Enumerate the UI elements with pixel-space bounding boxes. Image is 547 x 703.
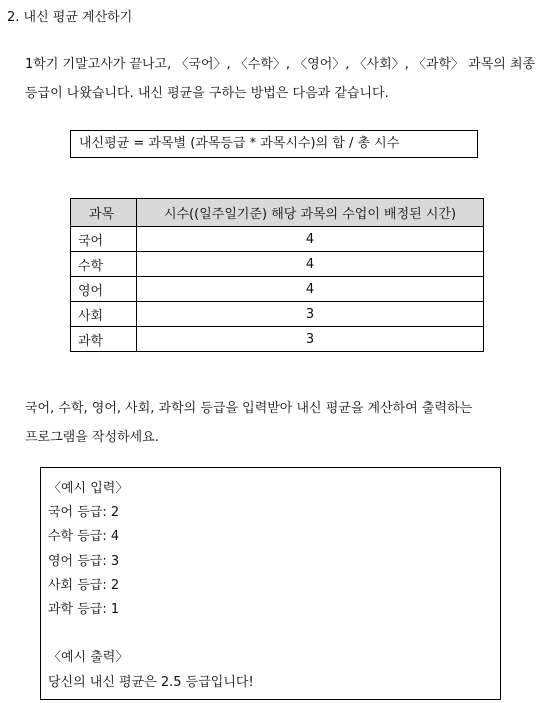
task-paragraph bbox=[25, 394, 545, 452]
formula-box: 내신평균 = 과목별 (과목등급 * 과목시수)의 합 / 총 시수 bbox=[70, 130, 478, 158]
table-row bbox=[71, 227, 484, 252]
table-row bbox=[71, 302, 484, 327]
example-input-line: 국어 등급: 2 bbox=[48, 505, 120, 521]
hours-cell: 4 bbox=[137, 252, 484, 277]
subject-cell: 수학 bbox=[71, 252, 137, 277]
table-row bbox=[71, 252, 484, 277]
example-input-line: 수학 등급: 4 bbox=[48, 529, 120, 545]
example-blank-line bbox=[48, 622, 500, 646]
example-output-header: 〈예시 출력〉 bbox=[48, 650, 129, 666]
hours-cell: 3 bbox=[137, 302, 484, 327]
intro-paragraph bbox=[25, 50, 545, 108]
header-hours: 시수((일주일기준) 해당 과목의 수업이 배정된 시간) bbox=[137, 199, 484, 227]
example-input-line: 영어 등급: 3 bbox=[48, 553, 120, 569]
example-box bbox=[40, 467, 501, 700]
subject-cell: 영어 bbox=[71, 277, 137, 302]
example-output-line: 당신의 내신 평균은 2.5 등급입니다! bbox=[48, 674, 254, 690]
task-line-1: 국어, 수학, 영어, 사회, 과학의 등급을 입력받아 내신 평균을 계산하여 출력하는 bbox=[25, 401, 473, 416]
table-row bbox=[71, 277, 484, 302]
hours-cell: 4 bbox=[137, 227, 484, 252]
intro-line-2: 등급이 나왔습니다. 내신 평균을 구하는 방법은 다음과 같습니다. bbox=[25, 86, 389, 101]
hours-cell: 4 bbox=[137, 277, 484, 302]
intro-line-1: 1학기 기말고사가 끝나고, 〈국어〉, 〈수학〉, 〈영어〉, 〈사회〉, 〈과학〉 과목의 최종 bbox=[25, 57, 536, 72]
task-line-2: 프로그램을 작성하세요. bbox=[25, 430, 159, 445]
hours-cell: 3 bbox=[137, 327, 484, 352]
subject-cell: 과학 bbox=[71, 327, 137, 352]
table-row bbox=[71, 327, 484, 352]
header-subject: 과목 bbox=[71, 199, 137, 227]
subject-cell: 국어 bbox=[71, 227, 137, 252]
example-input-line: 과학 등급: 1 bbox=[48, 601, 120, 617]
page-title: 2. 내신 평균 계산하기 bbox=[7, 10, 133, 25]
subject-hours-table bbox=[70, 198, 484, 352]
table-header-row bbox=[71, 199, 484, 227]
example-input-line: 사회 등급: 2 bbox=[48, 577, 120, 593]
subject-cell: 사회 bbox=[71, 302, 137, 327]
example-input-header: 〈예시 입력〉 bbox=[48, 481, 129, 496]
